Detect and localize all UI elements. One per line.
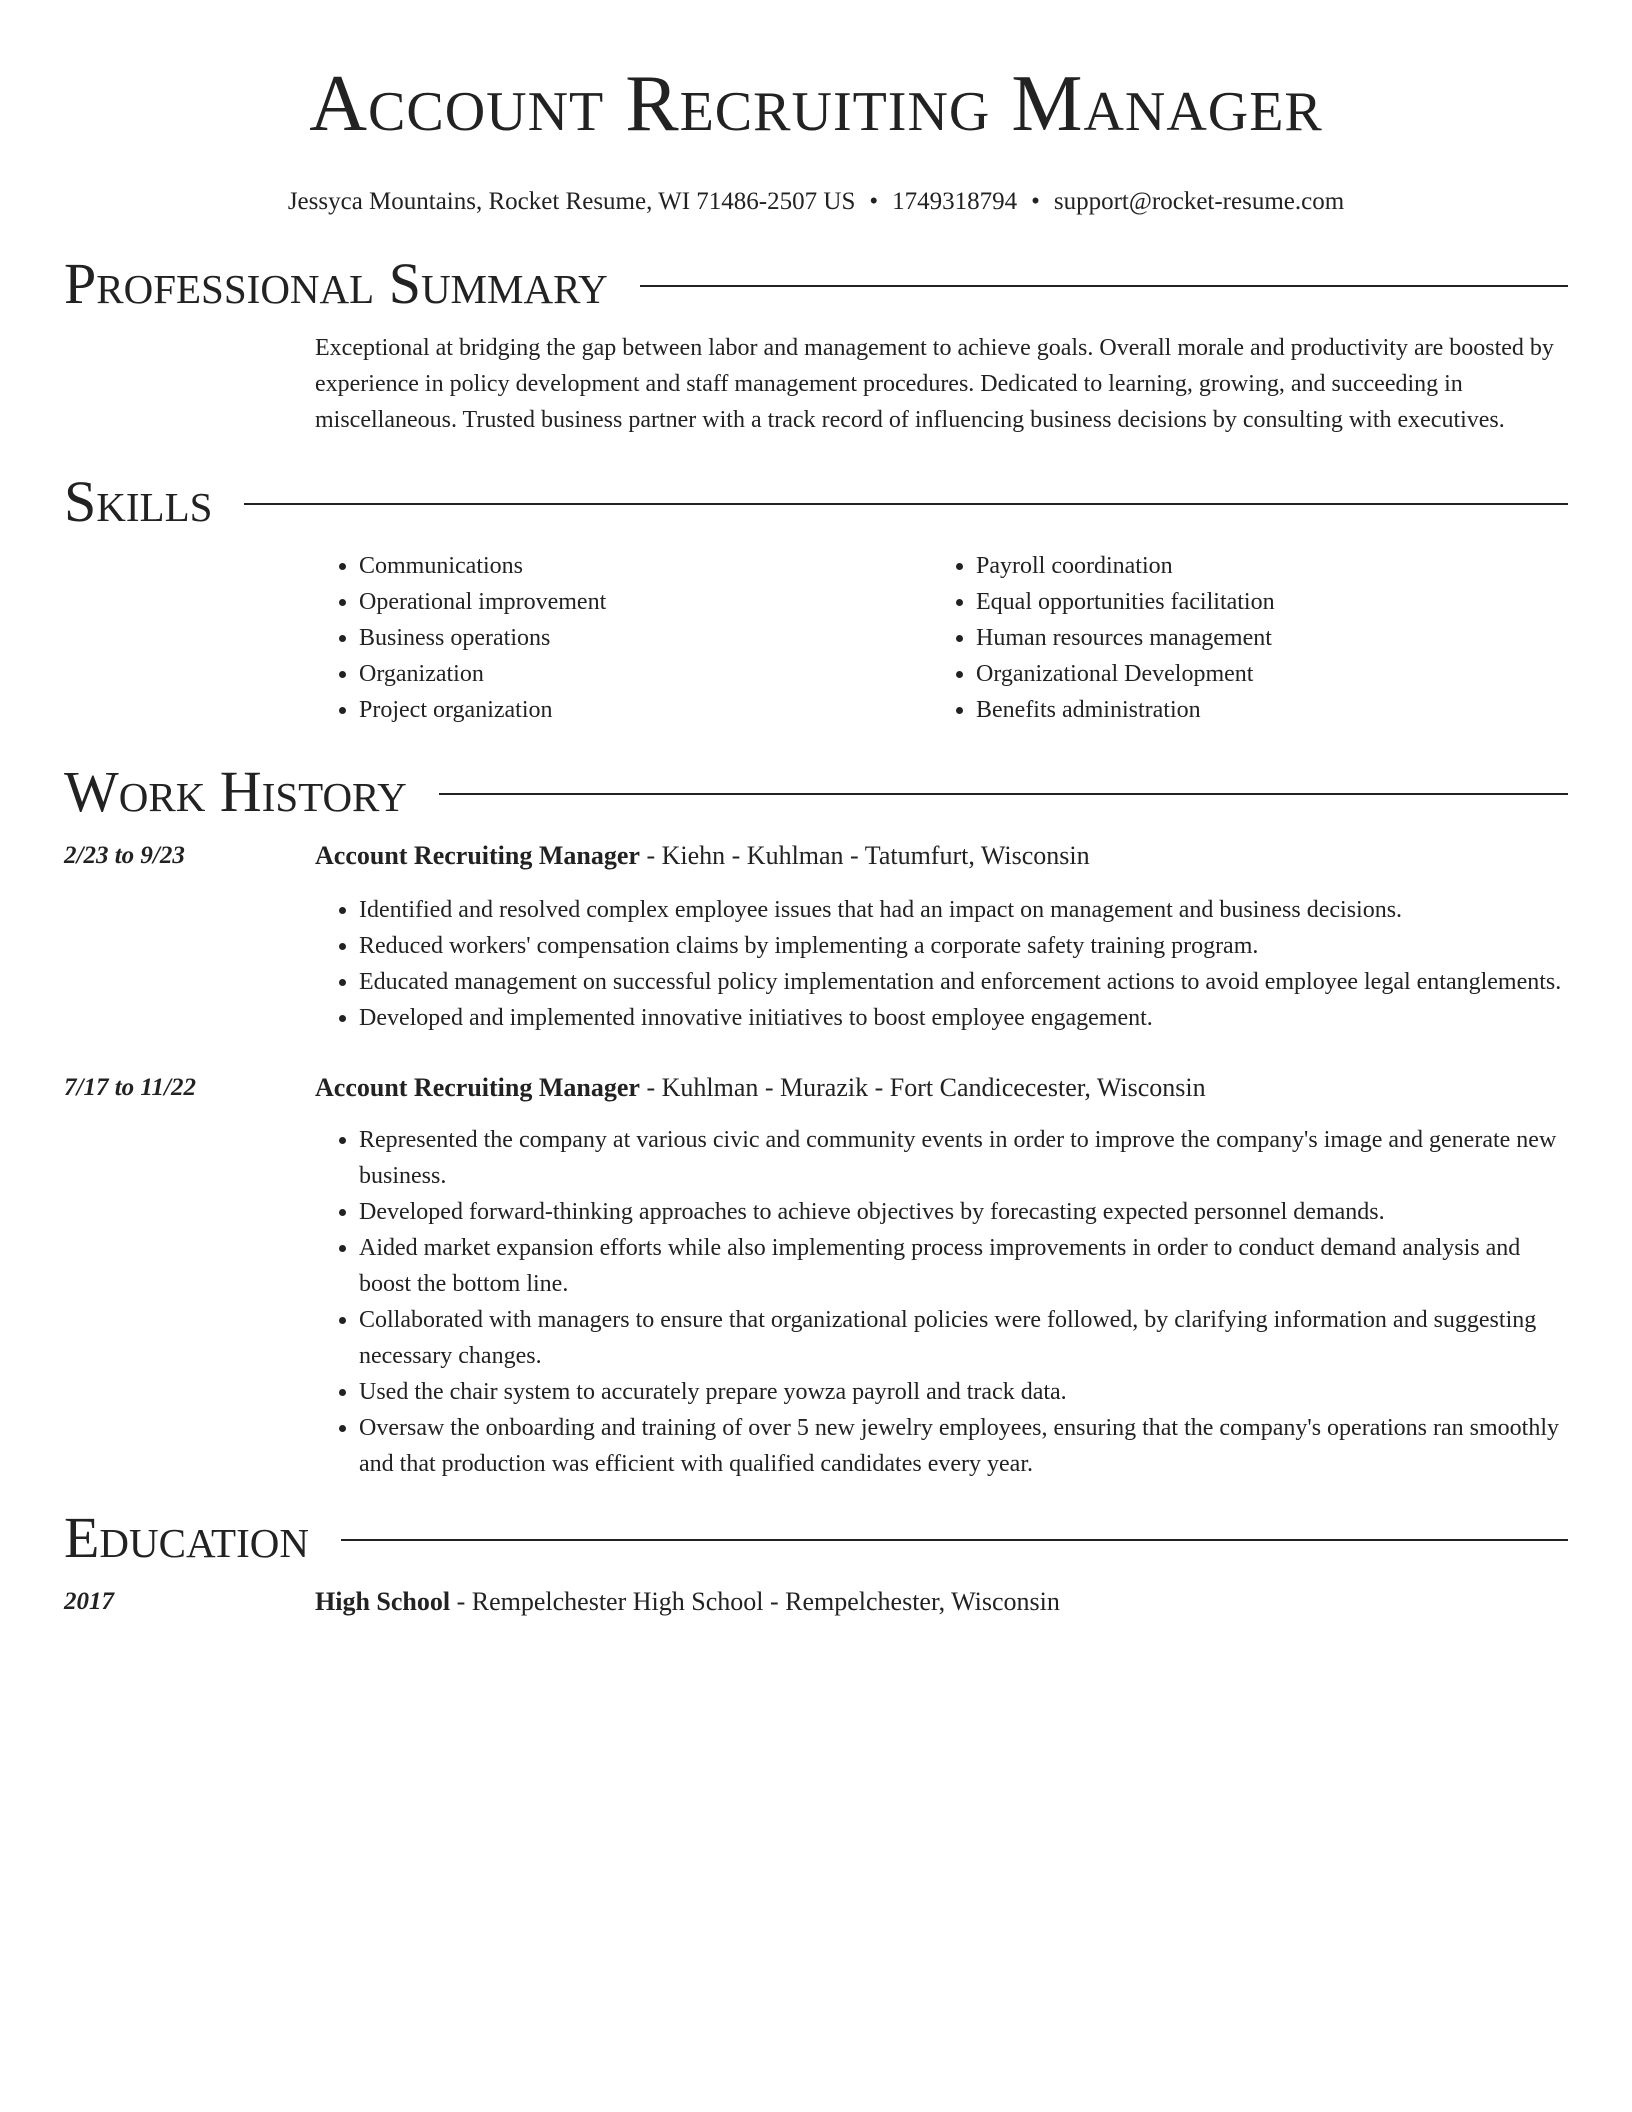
skill-item: • Operational improvement	[359, 584, 932, 620]
job-dates: 2/23 to 9/23	[64, 842, 185, 869]
skills-column-left	[315, 548, 932, 728]
education-heading: Education	[64, 1505, 309, 1570]
contact-address: Jessyca Mountains, Rocket Resume, WI 71486-2507 US	[287, 188, 856, 215]
education-section-header	[64, 1506, 1568, 1570]
job-heading	[315, 1070, 1206, 1106]
education-entry	[64, 1584, 1568, 1620]
contact-email: support@rocket-resume.com	[1053, 188, 1345, 215]
job-company-location: - Kuhlman - Murazik - Fort Candicecester, Wisconsin	[639, 1073, 1206, 1102]
work-history-heading: Work History	[64, 759, 407, 824]
job-bullet: • Represented the company at various civic and community events in order to improve the company's image and generate new business.	[359, 1122, 1568, 1194]
job-title: Account Recruiting Manager	[315, 1073, 640, 1102]
job-bullet: • Collaborated with managers to ensure that organizational policies were followed, by clarifying information and suggesting necessary changes.	[359, 1302, 1568, 1374]
skill-item: • Communications	[359, 548, 932, 584]
skill-item: • Organization	[359, 656, 932, 692]
education-degree: High School	[315, 1587, 451, 1616]
job-heading	[315, 838, 1090, 874]
contact-separator: •	[1031, 188, 1040, 215]
summary-section-header	[64, 252, 1568, 316]
job-bullet: • Educated management on successful policy implementation and enforcement actions to avoid employee legal entanglements.	[359, 964, 1568, 1000]
job-header-row	[64, 838, 1568, 874]
skill-item: • Human resources management	[976, 620, 1549, 656]
job-entry	[64, 1070, 1568, 1482]
summary-text: Exceptional at bridging the gap between labor and management to achieve goals. Overall morale and productivity are boosted by experience in policy development and staff management procedures. Dedicated to learning, growing, and succeeding in miscellaneous. Trusted business partner with a track record of influencing business decisions by consulting with executives.	[315, 335, 1554, 433]
job-header-row	[64, 1070, 1568, 1106]
job-bullets	[315, 892, 1568, 1036]
skills-column-right	[932, 548, 1549, 728]
skills-section-header	[64, 470, 1568, 534]
job-bullet: • Developed and implemented innovative initiatives to boost employee engagement.	[359, 1000, 1568, 1036]
resume-title: Account Recruiting Manager	[309, 60, 1323, 148]
skills-grid	[315, 548, 1568, 728]
contact-phone: 1749318794	[892, 188, 1018, 215]
skill-item: • Project organization	[359, 692, 932, 728]
skill-item: • Benefits administration	[976, 692, 1549, 728]
job-title: Account Recruiting Manager	[315, 841, 640, 870]
skill-item: • Equal opportunities facilitation	[976, 584, 1549, 620]
skill-item: • Payroll coordination	[976, 548, 1549, 584]
job-bullets	[315, 1122, 1568, 1482]
education-year: 2017	[64, 1588, 114, 1615]
job-bullet: • Used the chair system to accurately prepare yowza payroll and track data.	[359, 1374, 1568, 1410]
skill-item: • Business operations	[359, 620, 932, 656]
section-divider	[244, 503, 1568, 505]
education-school-location: - Rempelchester High School - Rempelchester, Wisconsin	[450, 1587, 1060, 1616]
skills-heading: Skills	[64, 469, 213, 534]
education-heading-line	[315, 1584, 1060, 1620]
section-divider	[439, 793, 1568, 795]
resume-page	[64, 0, 1568, 1620]
job-bullet: • Identified and resolved complex employee issues that had an impact on management and business decisions.	[359, 892, 1568, 928]
job-company-location: - Kiehn - Kuhlman - Tatumfurt, Wisconsin	[639, 841, 1090, 870]
skill-item: • Organizational Development	[976, 656, 1549, 692]
job-bullet: • Aided market expansion efforts while also implementing process improvements in order to conduct demand analysis and boost the bottom line.	[359, 1230, 1568, 1302]
section-divider	[640, 285, 1568, 287]
summary-heading: Professional Summary	[64, 251, 608, 316]
job-dates: 7/17 to 11/22	[64, 1074, 196, 1101]
work-history-section-header	[64, 760, 1568, 824]
contact-separator: •	[869, 188, 879, 215]
job-bullet: • Developed forward-thinking approaches to achieve objectives by forecasting expected personnel demands.	[359, 1194, 1568, 1230]
job-bullet: • Oversaw the onboarding and training of over 5 new jewelry employees, ensuring that the company's operations ran smoothly and that production was efficient with qualified candidates every year.	[359, 1410, 1568, 1482]
contact-line	[64, 186, 1568, 218]
job-bullet: • Reduced workers' compensation claims by implementing a corporate safety training program.	[359, 928, 1568, 964]
job-entry	[64, 838, 1568, 1036]
section-divider	[341, 1539, 1568, 1541]
